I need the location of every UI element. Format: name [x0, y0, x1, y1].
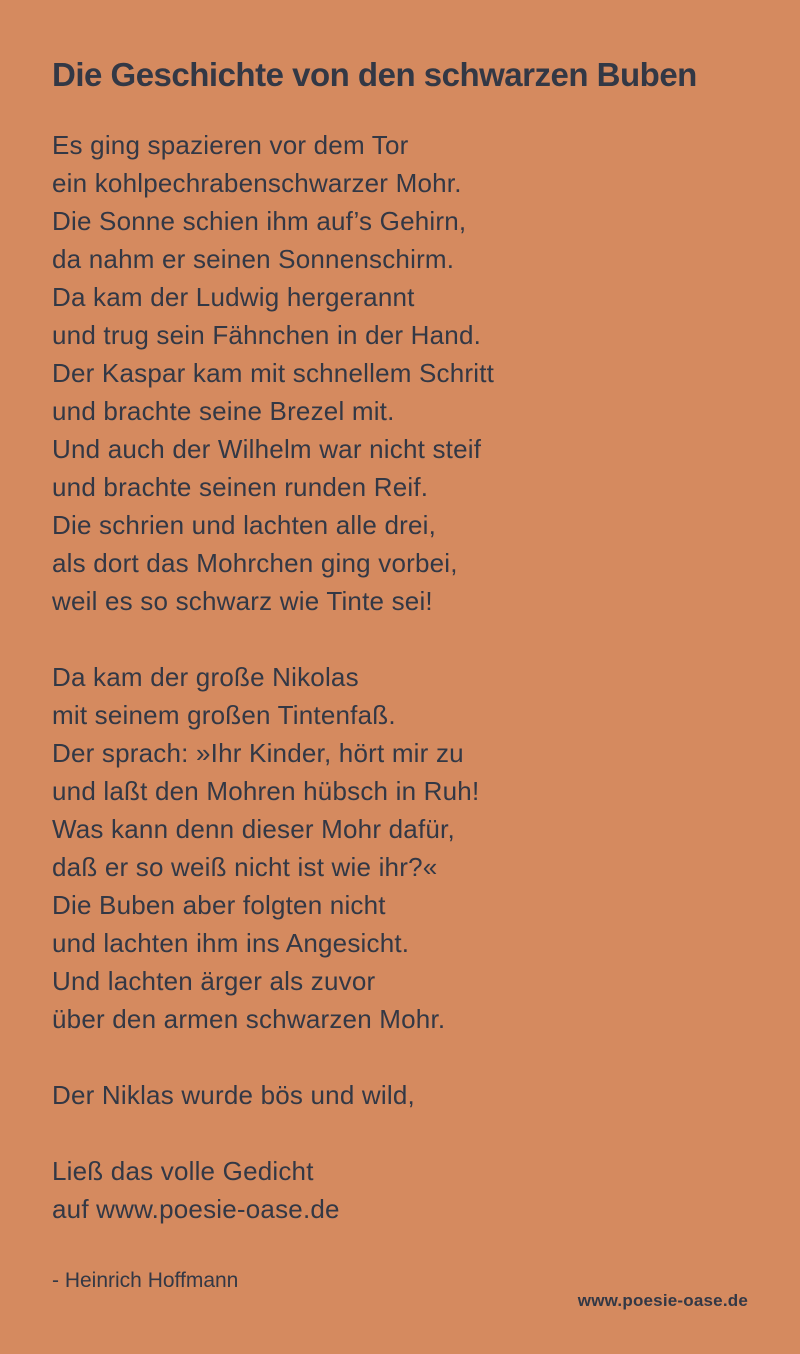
- stanza-3: [52, 1076, 760, 1114]
- poem-line: Was kann denn dieser Mohr dafür,: [52, 813, 455, 844]
- poem-line: Da kam der große Nikolas: [52, 661, 359, 692]
- poem-line: Der Kaspar kam mit schnellem Schritt: [52, 357, 495, 388]
- poem-line: Die Sonne schien ihm auf’s Gehirn,: [52, 205, 467, 236]
- poem-line: mit seinem großen Tintenfaß.: [52, 699, 396, 730]
- poem-line: und lachten ihm ins Angesicht.: [52, 927, 410, 958]
- poem-line: Die schrien und lachten alle drei,: [52, 509, 437, 540]
- poem-line: ein kohlpechrabenschwarzer Mohr.: [52, 167, 462, 198]
- teaser-line-url: auf www.poesie-oase.de: [52, 1193, 340, 1224]
- poem-line: Und lachten ärger als zuvor: [52, 965, 376, 996]
- poem-line: Der Niklas wurde bös und wild,: [52, 1079, 415, 1110]
- poem-line: und trug sein Fähnchen in der Hand.: [52, 319, 482, 350]
- teaser-line: Ließ das volle Gedicht: [52, 1155, 314, 1186]
- poem-line: Und auch der Wilhelm war nicht steif: [52, 433, 482, 464]
- poem-line: daß er so weiß nicht ist wie ihr?«: [52, 851, 438, 882]
- poem-line: über den armen schwarzen Mohr.: [52, 1003, 446, 1034]
- poem-line: und brachte seine Brezel mit.: [52, 395, 395, 426]
- author-attribution: - Heinrich Hoffmann: [52, 1268, 239, 1292]
- teaser-text: [52, 1152, 760, 1228]
- poem-line: Da kam der Ludwig hergerannt: [52, 281, 415, 312]
- poem-line: Die Buben aber folgten nicht: [52, 889, 386, 920]
- poem-line: und laßt den Mohren hübsch in Ruh!: [52, 775, 480, 806]
- stanza-2: [52, 658, 760, 1038]
- website-watermark: www.poesie-oase.de: [577, 1291, 748, 1310]
- poem-line: und brachte seinen runden Reif.: [52, 471, 429, 502]
- poem-line: als dort das Mohrchen ging vorbei,: [52, 547, 458, 578]
- poem-title: Die Geschichte von den schwarzen Buben: [52, 56, 697, 93]
- stanza-1: [52, 126, 760, 620]
- poem-line: Der sprach: »Ihr Kinder, hört mir zu: [52, 737, 464, 768]
- poem-line: Es ging spazieren vor dem Tor: [52, 129, 409, 160]
- poem-line: da nahm er seinen Sonnenschirm.: [52, 243, 455, 274]
- poem-line: weil es so schwarz wie Tinte sei!: [52, 585, 433, 616]
